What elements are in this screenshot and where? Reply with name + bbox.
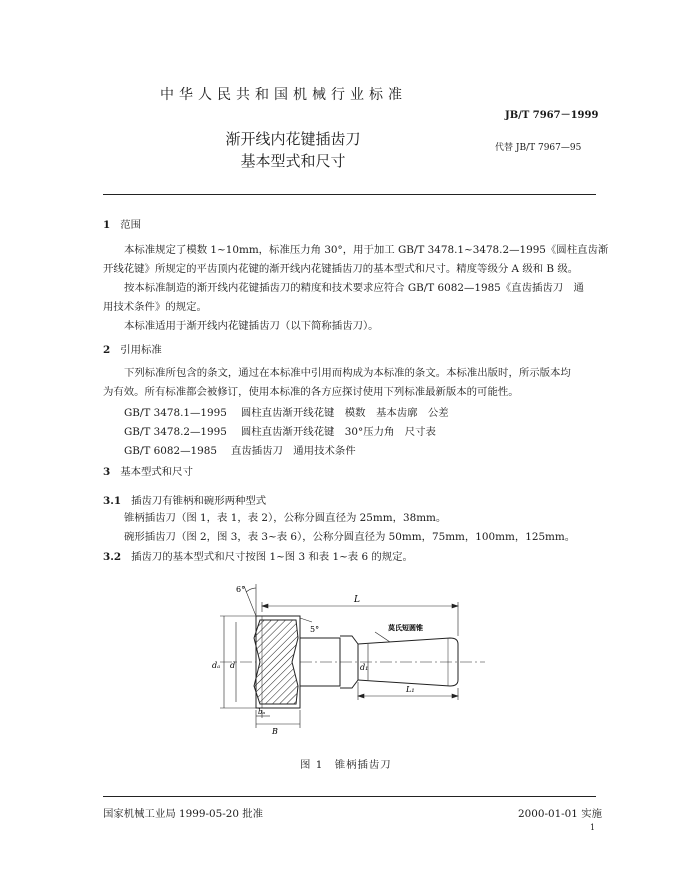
section-3-1-heading bbox=[103, 492, 266, 507]
paragraph-line: 下列标准所包含的条文，通过在本标准中引用而构成为本标准的条文。本标准出版时，所示版本均 bbox=[124, 367, 571, 379]
section-2-heading bbox=[103, 341, 162, 356]
approval-note: 国家机械工业局 1999-05-20 批准 bbox=[103, 808, 264, 820]
section-num: 3 bbox=[103, 466, 111, 478]
figure-1-drawing bbox=[200, 578, 500, 738]
section-num: 1 bbox=[103, 219, 111, 231]
angle-5-label: 5° bbox=[310, 625, 320, 634]
section-title: 基本型式和尺寸 bbox=[120, 466, 193, 478]
dim-L-label: L bbox=[354, 595, 360, 605]
section-title: 插齿刀有锥柄和碗形两种型式 bbox=[131, 495, 267, 507]
paragraph-line: 按本标准制造的渐开线内花键插齿刀的精度和技术要求应符合 GB/T 6082—1985《直齿插齿刀 通 bbox=[124, 282, 584, 294]
paragraph-line: 本标准适用于渐开线内花键插齿刀（以下简称插齿刀）。 bbox=[124, 320, 379, 332]
dim-b-label: bₐ bbox=[258, 708, 266, 716]
header-divider bbox=[103, 194, 596, 195]
dim-L1-label: L₁ bbox=[406, 685, 415, 694]
reference-code: GB/T 3478.1—1995 bbox=[124, 407, 227, 419]
section-title: 插齿刀的基本型式和尺寸按图 1~图 3 和表 1~表 6 的规定。 bbox=[131, 551, 413, 563]
page-number: 1 bbox=[590, 823, 596, 832]
standard-code: JB/T 7967－1999 bbox=[505, 110, 599, 121]
doc-title-line2: 基本型式和尺寸 bbox=[240, 152, 346, 170]
section-3-heading bbox=[103, 463, 193, 478]
replaces-note: 代替 JB/T 7967—95 bbox=[495, 143, 582, 153]
reference-code: GB/T 3478.2—1995 bbox=[124, 426, 227, 438]
reference-item bbox=[124, 442, 370, 457]
reference-item bbox=[124, 423, 450, 438]
paragraph-line: 用技术条件》的规定。 bbox=[103, 301, 207, 313]
cutter-head bbox=[254, 616, 300, 708]
reference-title: 直齿插齿刀 通用技术条件 bbox=[230, 445, 356, 457]
reference-code: GB/T 6082—1985 bbox=[124, 445, 217, 457]
paragraph-line: 碗形插齿刀（图 2，图 3，表 3~表 6），公称分圆直径为 50mm，75mm，100mm，125mm。 bbox=[124, 531, 576, 543]
paragraph-line: 为有效。所有标准都会被修订，使用本标准的各方应探讨使用下列标准最新版本的可能性。 bbox=[103, 386, 519, 398]
reference-item bbox=[124, 404, 463, 419]
paragraph-line: 本标准规定了模数 1~10mm，标准压力角 30°，用于加工 GB/T 3478.1~3478.2—1995《圆柱直齿渐 bbox=[124, 244, 609, 256]
section-num: 3.2 bbox=[103, 551, 122, 563]
paragraph-line: 开线花键》所规定的平齿顶内花键的渐开线内花键插齿刀的基本型式和尺寸。精度等级分 A 级和 B 级。 bbox=[103, 263, 579, 275]
dim-da-label: dₐ bbox=[212, 661, 221, 670]
figure-caption: 图 1 锥柄插齿刀 bbox=[300, 759, 392, 771]
section-title: 范围 bbox=[120, 219, 142, 231]
dim-B-label: B bbox=[272, 727, 278, 736]
reference-title: 圆柱直齿渐开线花键 30°压力角 尺寸表 bbox=[240, 426, 436, 438]
section-num: 3.1 bbox=[103, 495, 122, 507]
paragraph-line: 锥柄插齿刀（图 1，表 1，表 2），公称分圆直径为 25mm，38mm。 bbox=[124, 512, 447, 524]
issuing-organization: 中华人民共和国机械行业标准 bbox=[160, 87, 407, 103]
footer-divider bbox=[103, 796, 596, 797]
angle-6-label: 6° bbox=[236, 585, 246, 594]
effective-date: 2000-01-01 实施 bbox=[518, 808, 602, 820]
section-num: 2 bbox=[103, 344, 111, 356]
taper-label: 莫氏短圆锥 bbox=[388, 623, 423, 632]
section-3-2-heading bbox=[103, 548, 413, 563]
section-1-heading bbox=[103, 216, 141, 231]
reference-title: 圆柱直齿渐开线花键 模数 基本齿廓 公差 bbox=[240, 407, 449, 419]
dim-d-label: d bbox=[230, 661, 236, 670]
doc-title-line1: 渐开线内花键插齿刀 bbox=[225, 130, 361, 148]
dim-d1-label: d₁ bbox=[360, 663, 369, 672]
section-title: 引用标准 bbox=[120, 344, 162, 356]
